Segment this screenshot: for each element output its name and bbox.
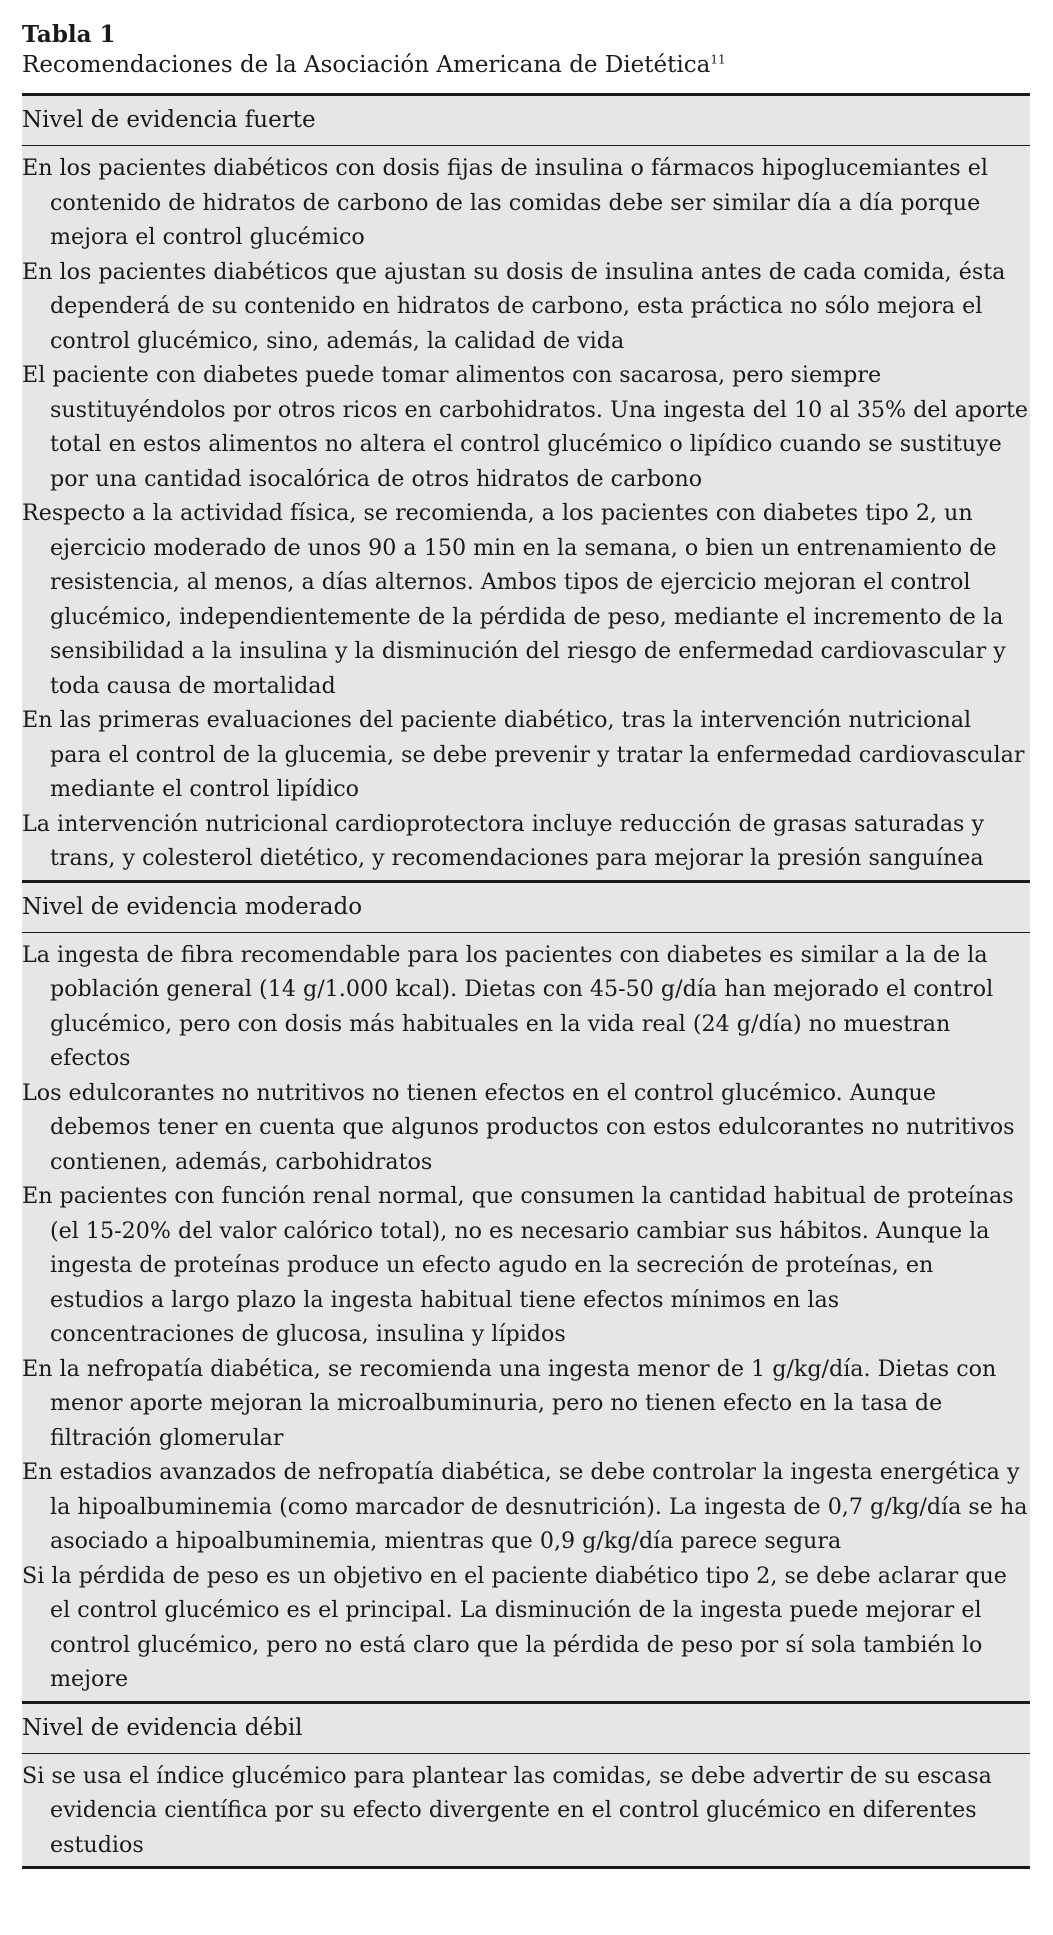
section-header-moderado: Nivel de evidencia moderado [22, 880, 1030, 933]
table-row: En la nefropatía diabética, se recomienda una ingesta menor de 1 g/kg/día. Dietas con menor aporte mejoran la microalbuminuria, pero no tienen efecto en la tasa de filtración glomerular [22, 1355, 997, 1451]
table-row: En los pacientes diabéticos con dosis fijas de insulina o fármacos hipoglucemiantes el contenido de hidratos de carbono de las comidas debe ser similar día a día porque mejora el control glucémico [22, 155, 988, 250]
table-row: Si la pérdida de peso es un objetivo en el paciente diabético tipo 2, se debe aclarar que el control glucémico es el principal. La disminución de la ingesta puede mejorar el control glucémico, pero no está claro que la pérdida de peso por sí sola también lo mejore [22, 1562, 1007, 1692]
recommendations-table [22, 93, 1030, 1869]
section-rows-moderado [22, 933, 1030, 1701]
table-row: El paciente con diabetes puede tomar alimentos con sacarosa, pero siempre sustituyéndolos por otros ricos en carbohidratos. Una ingesta del 10 al 35% del aporte total en estos alimentos no altera el control glucémico o lipídico cuando se sustituye por una cantidad isocalórica de otros hidratos de carbono [22, 362, 1029, 492]
table-row: La intervención nutricional cardioprotectora incluye reducción de grasas saturadas y trans, y colesterol dietético, y recomendaciones para mejorar la presión sanguínea [22, 810, 985, 871]
table-row: En estadios avanzados de nefropatía diabética, se debe controlar la ingesta energética y la hipoalbuminemia (como marcador de desnutrición). La ingesta de 0,7 g/kg/día se ha asociado a hipoalbuminemia, mientras que 0,9 g/kg/día parece segura [22, 1459, 1028, 1554]
table-row: En los pacientes diabéticos que ajustan su dosis de insulina antes de cada comida, ésta dependerá de su contenido en hidratos de carbono, esta práctica no sólo mejora el control glucémico, sino, además, la calidad de vida [22, 258, 1006, 354]
table-row: Si se usa el índice glucémico para plantear las comidas, se debe advertir de su escasa evidencia científica por su efecto divergente en el control glucémico en diferentes estudios [22, 1762, 992, 1858]
reference-superscript: 11 [710, 52, 726, 67]
table-title [22, 50, 1031, 80]
section-rows-debil [22, 1754, 1030, 1867]
section-header-fuerte: Nivel de evidencia fuerte [22, 93, 1030, 146]
table-title-text: Recomendaciones de la Asociación Americana de Dietética [22, 52, 711, 78]
table-row: En las primeras evaluaciones del paciente diabético, tras la intervención nutricional para el control de la glucemia, se debe prevenir y tratar la enfermedad cardiovascular mediante el control lipídico [22, 707, 1025, 802]
table-row: La ingesta de fibra recomendable para los pacientes con diabetes es similar a la de la población general (14 g/1.000 kcal). Dietas con 45-50 g/día han mejorado el control glucémico, pero con dosis más habituales en la vida real (24 g/día) no muestran efectos [22, 941, 994, 1071]
section-rows-fuerte [22, 146, 1030, 880]
table-row: Respecto a la actividad física, se recomienda, a los pacientes con diabetes tipo 2, un ejercicio moderado de unos 90 a 150 min en la semana, o bien un entrenamiento de resistencia, al menos, a días alternos. Ambos tipos de ejercicio mejoran el control glucémico, independientemente de la pérdida de peso, mediante el incremento de la sensibilidad a la insulina y la disminución del riesgo de enfermedad cardiovascular y toda causa de mortalidad [22, 500, 1006, 699]
table-row: Los edulcorantes no nutritivos no tienen efectos en el control glucémico. Aunque debemos tener en cuenta que algunos productos con estos edulcorantes no nutritivos contienen, además, carbohidratos [22, 1079, 1015, 1175]
section-header-debil: Nivel de evidencia débil [22, 1701, 1030, 1754]
table-row: En pacientes con función renal normal, que consumen la cantidad habitual de proteínas (el 15-20% del valor calórico total), no es necesario cambiar sus hábitos. Aunque la ingesta de proteínas produce un efecto agudo en la secreción de proteínas, en estudios a largo plazo la ingesta habitual tiene efectos mínimos en las concentraciones de glucosa, insulina y lípidos [22, 1183, 1014, 1347]
table-label: Tabla 1 [22, 21, 116, 48]
